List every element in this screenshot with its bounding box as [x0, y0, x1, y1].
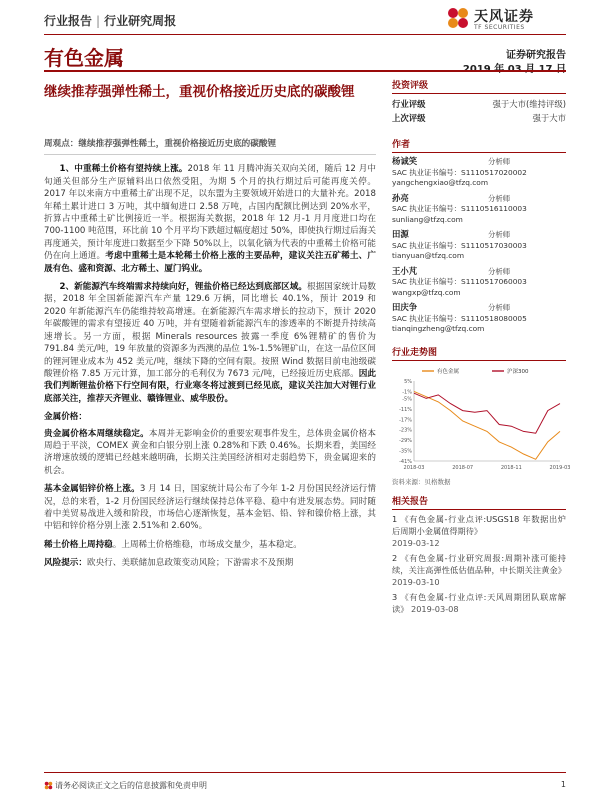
weekly-view: 周观点：继续推荐强弹性稀土，重视价格接近历史底的碳酸锂 — [44, 138, 376, 155]
rating-industry-value: 强于大市(维持评级) — [492, 99, 566, 109]
author-name: 杨诚笑 — [392, 156, 418, 166]
authors-title: 作者 — [392, 137, 566, 153]
rare-earth-text: 2018 年 11 月腾冲海关双向关闭，随后 12 月中旬通关但部分生产原辅料出口依然受阻，为期 5 个月的执行期过后可能再度关停。2017 年以来南方中重稀土矿出现不足，以东盟为主要领域开始进口的大量补充。2018 年稀土累计进口 3 万吨，其中缅甸进口 2.58 万吨，占国内配额比例达到 20%水平，折算占中重稀土矿比例接近一半。根据海关数据，2018 年 12 月-1 月月度进口均在 700-1100 吨范围，环比前 10 个月平均下跌超过幅度超过 50%，即使执行期过后海关再度通关，预计年度进口数据至少下降 50%以上，以氧化镝为代表的中重稀土价格可能仍在向上通道。 — [44, 164, 376, 262]
report-headline: 继续推荐强弹性稀土，重视价格接近历史底的碳酸锂 — [44, 84, 355, 100]
tf-securities-logo — [446, 4, 566, 32]
paragraph-base-metals — [44, 483, 376, 533]
footer-divider — [44, 772, 566, 773]
category-sub-label: 行业研究周报 — [104, 14, 177, 28]
related-report-item[interactable] — [392, 513, 566, 549]
author-sac: SAC 执业证书编号：S1110517060003 — [392, 277, 527, 286]
author-item — [392, 193, 566, 226]
category-separator: | — [96, 14, 101, 28]
precious-text: 本周并无影响金价的重要宏观事件发生，总体贵金属价格本周趋于平淡，COMEX 黄金和白银分别上涨 0.28%和下跌 0.46%。长期来看，美国经济增速放缓的逻辑已经越来越明确，长期关注美国经济相对走弱趋势下，贵金属迎来的机会。 — [44, 428, 376, 476]
paragraph-rare-earth — [44, 163, 376, 275]
y-tick-label: -29% — [399, 437, 412, 444]
logo-text: 天风证券 — [474, 9, 534, 25]
author-sac: SAC 执业证书编号：S1110518080005 — [392, 313, 527, 323]
report-category — [44, 12, 176, 29]
metals-section-title: 金属价格： — [44, 412, 87, 423]
paragraph-lithium — [44, 281, 376, 405]
y-tick-label: -5% — [402, 395, 412, 402]
x-tick-label: 2018-11 — [500, 464, 522, 471]
trend-chart-title: 行业走势图 — [392, 345, 566, 361]
footer-note — [44, 780, 207, 791]
author-sac: SAC 执业证书编号：S1110517030003 — [392, 240, 527, 250]
author-name: 田庆争 — [392, 302, 418, 312]
lithium-conclusion: 因此我们判断锂盐价格下行空间有限，行业寒冬将过渡到已经见底，建议关注加大对锂行业底部关注，推荐天齐锂业、赣锋锂业、威华股份。 — [44, 368, 376, 404]
related-report-text[interactable]: 3 《有色金属-行业点评:天风周期团队联席解读》 — [392, 591, 566, 614]
legend-label: 有色金属 — [437, 368, 460, 375]
tf-footer-icon — [44, 781, 53, 790]
category-label: 行业报告 — [44, 14, 93, 28]
author-name: 王小芃 — [392, 265, 418, 276]
y-tick-label: -17% — [399, 416, 412, 423]
rating-row-previous — [392, 111, 566, 125]
author-role: 分析师 — [488, 266, 511, 276]
paragraph-rare-price — [44, 539, 376, 551]
x-tick-label: 2018-03 — [403, 464, 425, 471]
chart-source: 资料来源：贝格数据 — [392, 477, 451, 486]
base-metals-lead: 基本金属铝锌价格上涨。 — [44, 484, 140, 495]
author-role: 分析师 — [488, 303, 511, 312]
y-tick-label: -41% — [399, 458, 412, 465]
risk-lead: 风险提示： — [44, 558, 87, 569]
sector-title: 有色金属 — [44, 46, 124, 70]
y-tick-label: -1% — [402, 388, 412, 395]
rare-price-text: 。上周稀土价格维稳，市场成交量少，基本稳定。 — [112, 539, 302, 550]
y-tick-label: -11% — [399, 406, 412, 413]
rare-earth-conclusion: 考虑中重稀土是本轮稀土价格上涨的主要品种，建议关注五矿稀土、广晟有色、盛和资源、北方稀土、厦门钨业。 — [44, 251, 376, 274]
author-email[interactable]: tianqingzheng@tfzq.com — [392, 324, 485, 333]
author-email[interactable]: tianyuan@tfzq.com — [392, 251, 465, 260]
related-report-item[interactable] — [392, 552, 566, 588]
rare-price-lead: 稀土价格上周持稳 — [44, 539, 113, 550]
disclaimer-text: 请务必阅读正文之后的信息披露和免责申明 — [55, 781, 207, 790]
header-divider — [44, 34, 566, 35]
base-metals-text: 3 月 14 日，国家统计局公布了今年 1-2 月份国民经济运行情况，总的来看，1-2 月份国民经济运行继续保持总体平稳、稳中有进发展态势。同时随着中美贸易战进入缓和阶段，市场信心逐渐恢复，基本金铝、铅、锌和镍价格上涨，其中铝和锌价格分别上涨 2.51%和 2.60%。 — [44, 484, 376, 532]
trend-chart-svg — [392, 365, 571, 475]
x-tick-label: 2018-07 — [452, 464, 474, 471]
related-report-text[interactable]: 2 《有色金属-行业研究周报:周期补涨可能持续，关注高弹性低估值品种，中长期关注黄金》 — [392, 552, 566, 575]
series-line-0 — [414, 391, 560, 459]
author-item — [392, 266, 566, 299]
author-item — [392, 229, 566, 262]
logo-subtext: TF SECURITIES — [474, 24, 525, 31]
rating-industry-label: 行业评级 — [392, 99, 426, 109]
author-email[interactable]: yangchengxiao@tfzq.com — [392, 178, 489, 187]
author-sac: SAC 执业证书编号：S1110516110003 — [392, 204, 527, 213]
rating-title: 投资评级 — [392, 78, 566, 94]
rare-earth-lead: 1、中重稀土价格有望持续上涨。 — [59, 164, 188, 175]
author-item — [392, 156, 566, 189]
related-reports-list — [392, 513, 566, 615]
author-item — [392, 302, 566, 335]
related-report-date: 2019-03-10 — [392, 576, 440, 587]
author-sac: SAC 执业证书编号：S1110517020002 — [392, 167, 527, 177]
paragraph-risk — [44, 557, 376, 569]
series-line-1 — [414, 393, 560, 433]
author-role: 分析师 — [488, 230, 511, 239]
rating-previous-value: 强于大市 — [532, 113, 566, 123]
y-tick-label: -23% — [399, 427, 412, 434]
sidebar — [392, 78, 571, 618]
report-type: 证券研究报告 — [506, 50, 566, 61]
lithium-text: 根据国家统计局数据，2018 年全国新能源汽车产量 129.6 万辆，同比增长 40.1%，预计 2019 和 2020 年新能源汽车仍能维持较高增速。在新能源汽车需求增长的拉动下，预计 2020 年碳酸锂的需求有望接近 40 万吨，并有望随着新能源汽车的渗透率的不断提升持续高速增长。另一方面，根据 Minerals resources 披露一季度 6%锂精矿的售价为 791.84 美元/吨，19 年放量的资源多为西澳的品位 1%-1.5%锂矿山，在这一品位区间的锂河锂业成本为 452 美元/吨，继续下降的空间有限。按照 Wind 数据目前电池级碳酸锂价格 7.85 万元计算，加工部分的毛利仅为 7673 元/吨，已经接近历史底部。 — [44, 282, 376, 379]
related-report-item[interactable] — [392, 591, 566, 615]
precious-lead: 贵金属价格本周继续稳定。 — [44, 428, 149, 439]
related-reports-title: 相关报告 — [392, 494, 566, 510]
x-tick-label: 2019-03 — [549, 464, 571, 471]
legend-label: 沪深300 — [507, 368, 529, 375]
author-name: 田源 — [392, 229, 409, 239]
y-tick-label: -35% — [399, 448, 412, 455]
trend-chart — [392, 365, 571, 475]
related-report-date: 2019-03-12 — [392, 537, 440, 548]
author-role: 分析师 — [488, 193, 511, 203]
tf-logo-icon — [446, 6, 470, 30]
y-tick-label: 5% — [404, 378, 412, 385]
related-report-text[interactable]: 1 《有色金属-行业点评:USGS18 年数据出炉 后周期小金属值得期待》 — [392, 513, 566, 536]
rating-row-industry — [392, 97, 566, 111]
lithium-lead: 2、新能源汽车终端需求持续向好，锂盐价格已经达到底部区域。 — [59, 282, 308, 293]
main-body — [44, 138, 376, 576]
paragraph-precious — [44, 428, 376, 478]
report-date: 2019 年 03 月 17 日 — [462, 64, 566, 75]
author-name: 孙亮 — [392, 192, 409, 203]
author-list — [392, 156, 566, 335]
author-email[interactable]: wangxp@tfzq.com — [392, 287, 461, 297]
author-role: 分析师 — [488, 157, 511, 166]
related-report-date: 2019-03-08 — [411, 603, 459, 614]
page-number: 1 — [560, 780, 566, 789]
author-email[interactable]: sunliang@tfzq.com — [392, 214, 463, 224]
sector-divider — [44, 70, 566, 72]
rating-previous-label: 上次评级 — [392, 113, 426, 123]
risk-text: 欧央行、美联储加息政策变动风险；下游需求不及预期 — [86, 558, 294, 569]
